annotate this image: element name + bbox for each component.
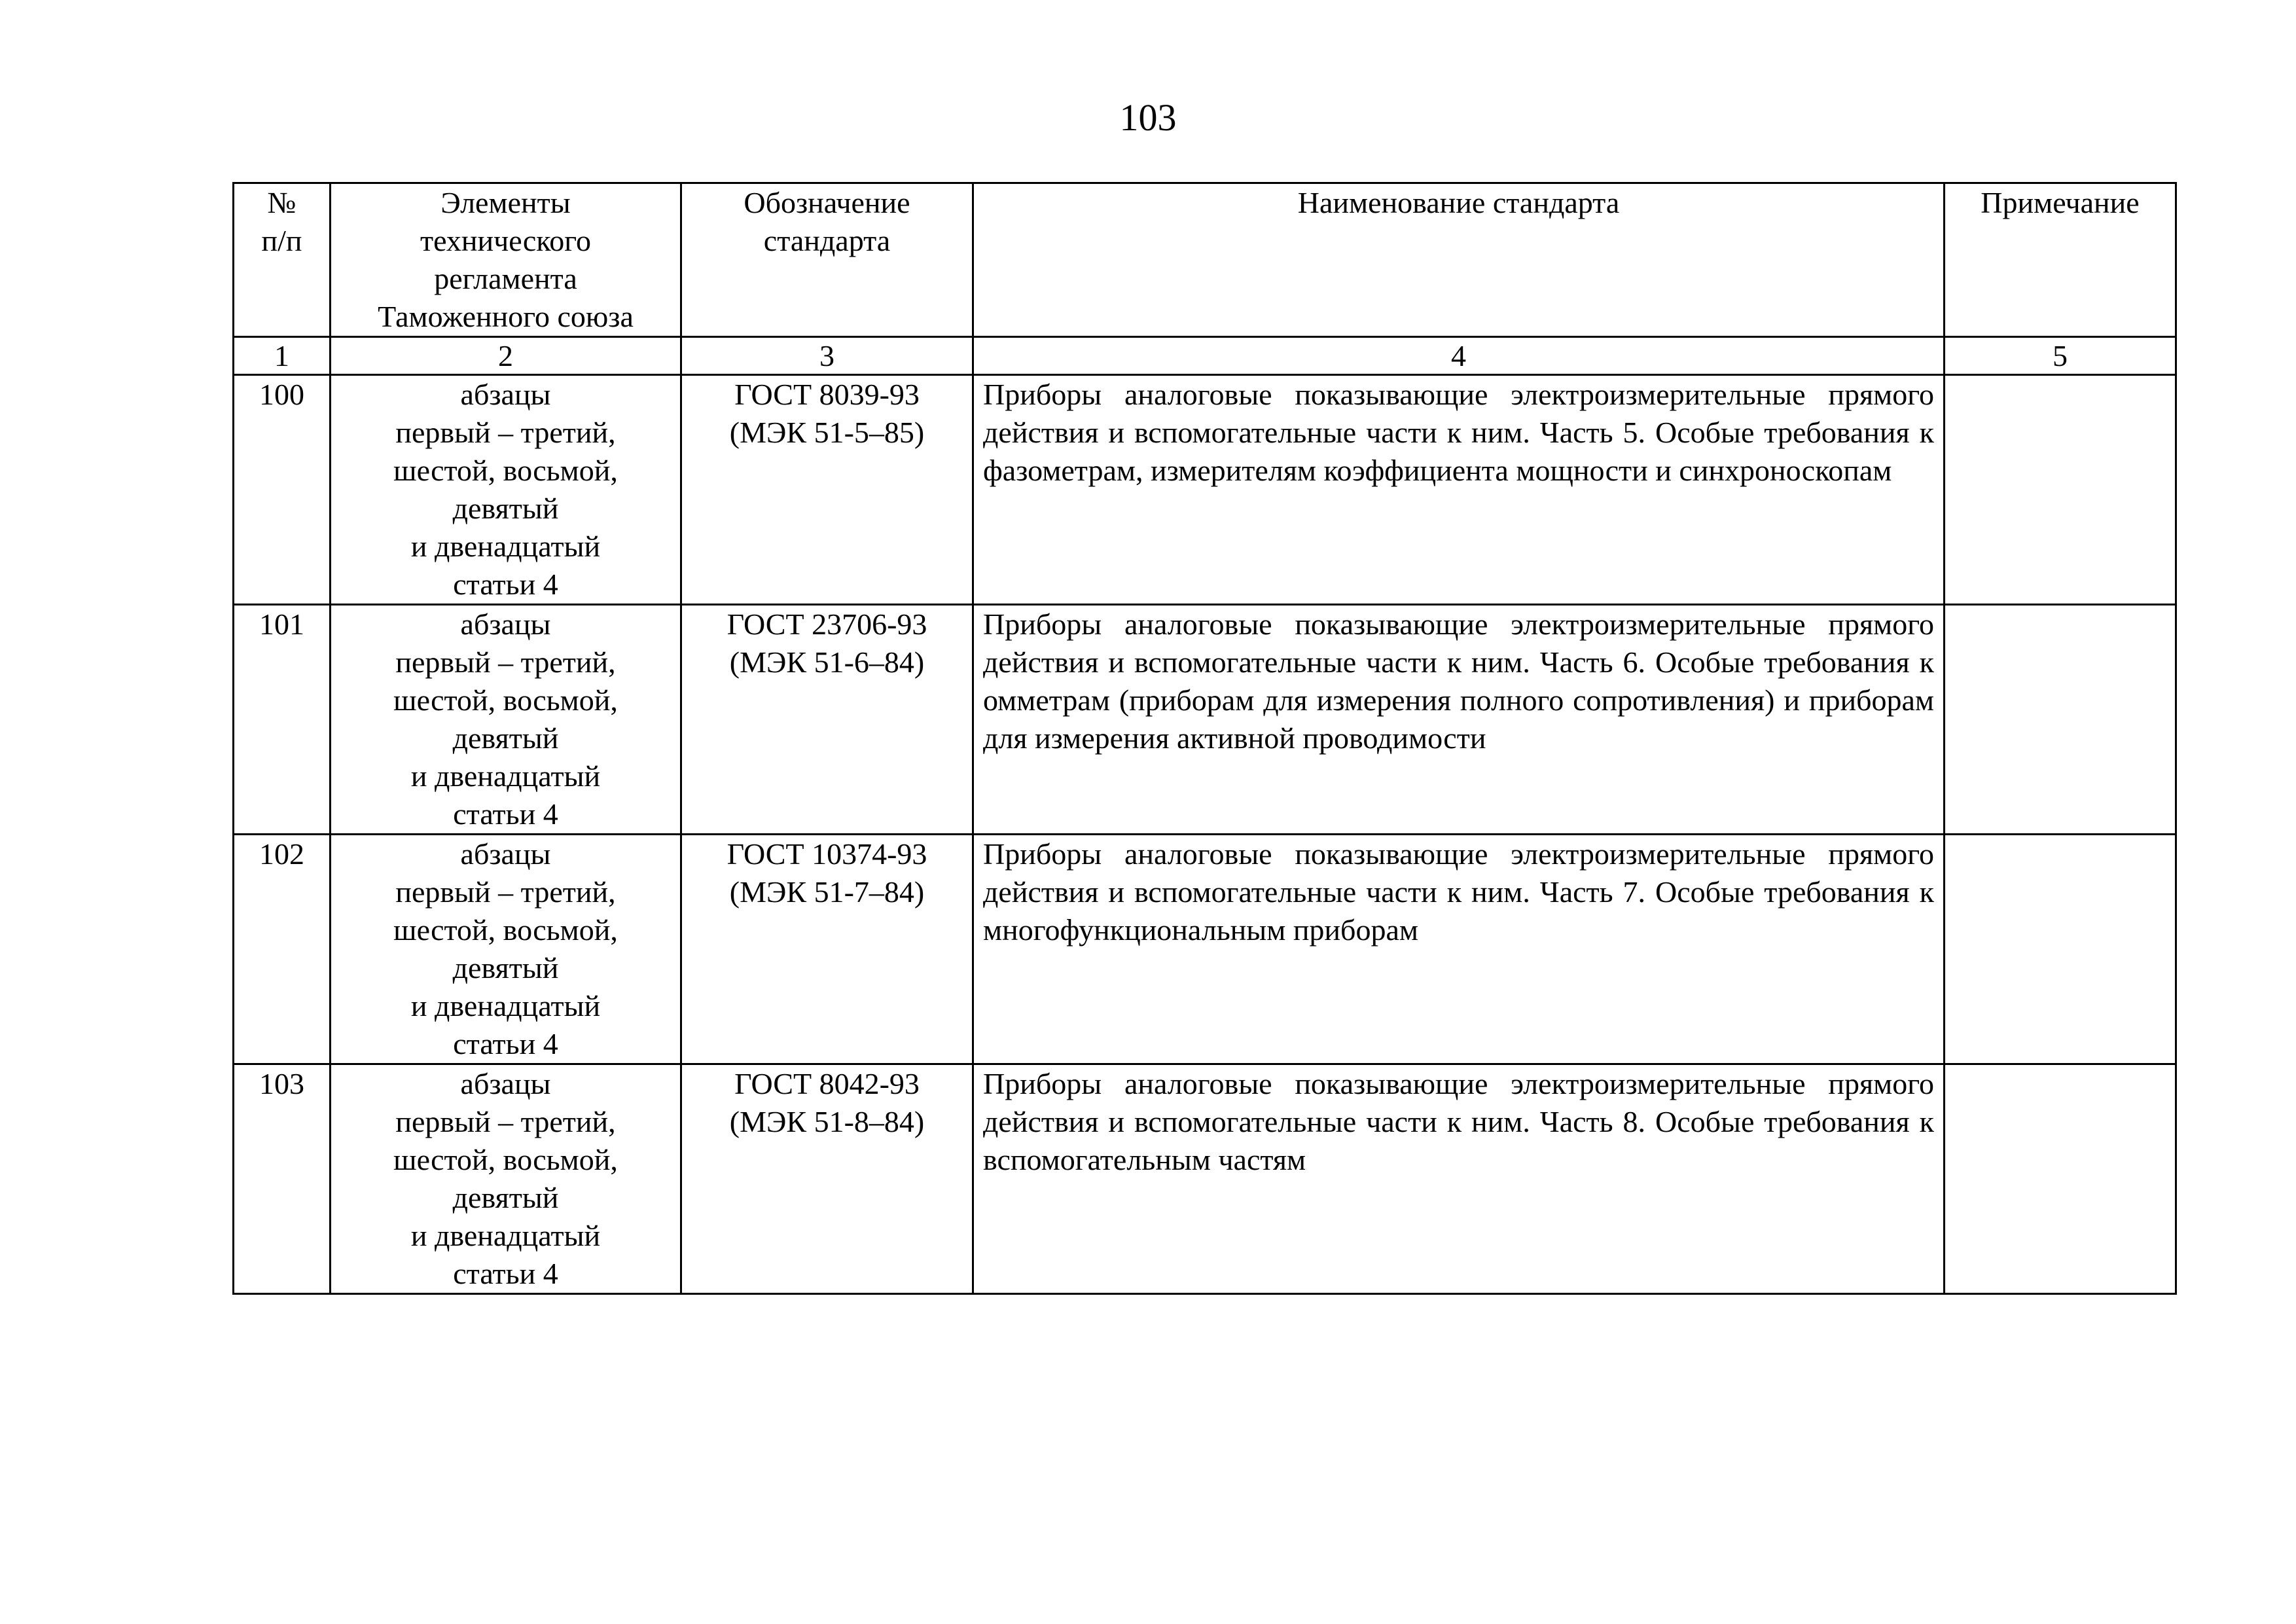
column-number: 2 (331, 337, 681, 375)
row-note (1945, 375, 2176, 605)
row-elements: абзацы первый – третий, шестой, восьмой, девятый и двенадцатый статьи 4 (331, 375, 681, 605)
row-designation: ГОСТ 8042-93 (МЭК 51-8–84) (681, 1064, 973, 1294)
column-number: 5 (1945, 337, 2176, 375)
standards-table (232, 182, 2177, 1295)
row-number: 100 (234, 375, 331, 605)
table-header-row (234, 183, 2176, 337)
row-number: 103 (234, 1064, 331, 1294)
row-standard-name: Приборы аналоговые показывающие электроизмерительные прямого действия и вспомогательные части к ним. Часть 8. Особые требования к вспомогательным частям (973, 1064, 1945, 1294)
header-elements: Элементы технического регламента Таможенного союза (331, 183, 681, 337)
column-number-row (234, 337, 2176, 375)
header-note: Примечание (1945, 183, 2176, 337)
row-designation: ГОСТ 23706-93 (МЭК 51-6–84) (681, 605, 973, 835)
column-number: 3 (681, 337, 973, 375)
table-row (234, 1064, 2176, 1294)
header-designation: Обозначение стандарта (681, 183, 973, 337)
row-note (1945, 1064, 2176, 1294)
row-designation: ГОСТ 8039-93 (МЭК 51-5–85) (681, 375, 973, 605)
header-num: № п/п (234, 183, 331, 337)
row-number: 102 (234, 835, 331, 1064)
row-number: 101 (234, 605, 331, 835)
page-number: 103 (1119, 96, 1177, 139)
row-elements: абзацы первый – третий, шестой, восьмой, девятый и двенадцатый статьи 4 (331, 1064, 681, 1294)
table-row (234, 375, 2176, 605)
row-designation: ГОСТ 10374-93 (МЭК 51-7–84) (681, 835, 973, 1064)
row-elements: абзацы первый – третий, шестой, восьмой, девятый и двенадцатый статьи 4 (331, 605, 681, 835)
table-row (234, 605, 2176, 835)
row-standard-name: Приборы аналоговые показывающие электроизмерительные прямого действия и вспомогательные части к ним. Часть 5. Особые требования к фазометрам, измерителям коэффициента мощности и синхроноскопам (973, 375, 1945, 605)
table-row (234, 835, 2176, 1064)
row-standard-name: Приборы аналоговые показывающие электроизмерительные прямого действия и вспомогательные части к ним. Часть 6. Особые требования к омметрам (приборам для измерения полного сопротивления) и приборам для измерения активной проводимости (973, 605, 1945, 835)
row-note (1945, 605, 2176, 835)
row-standard-name: Приборы аналоговые показывающие электроизмерительные прямого действия и вспомогательные части к ним. Часть 7. Особые требования к многофункциональным приборам (973, 835, 1945, 1064)
row-elements: абзацы первый – третий, шестой, восьмой, девятый и двенадцатый статьи 4 (331, 835, 681, 1064)
column-number: 1 (234, 337, 331, 375)
header-name: Наименование стандарта (973, 183, 1945, 337)
column-number: 4 (973, 337, 1945, 375)
row-note (1945, 835, 2176, 1064)
